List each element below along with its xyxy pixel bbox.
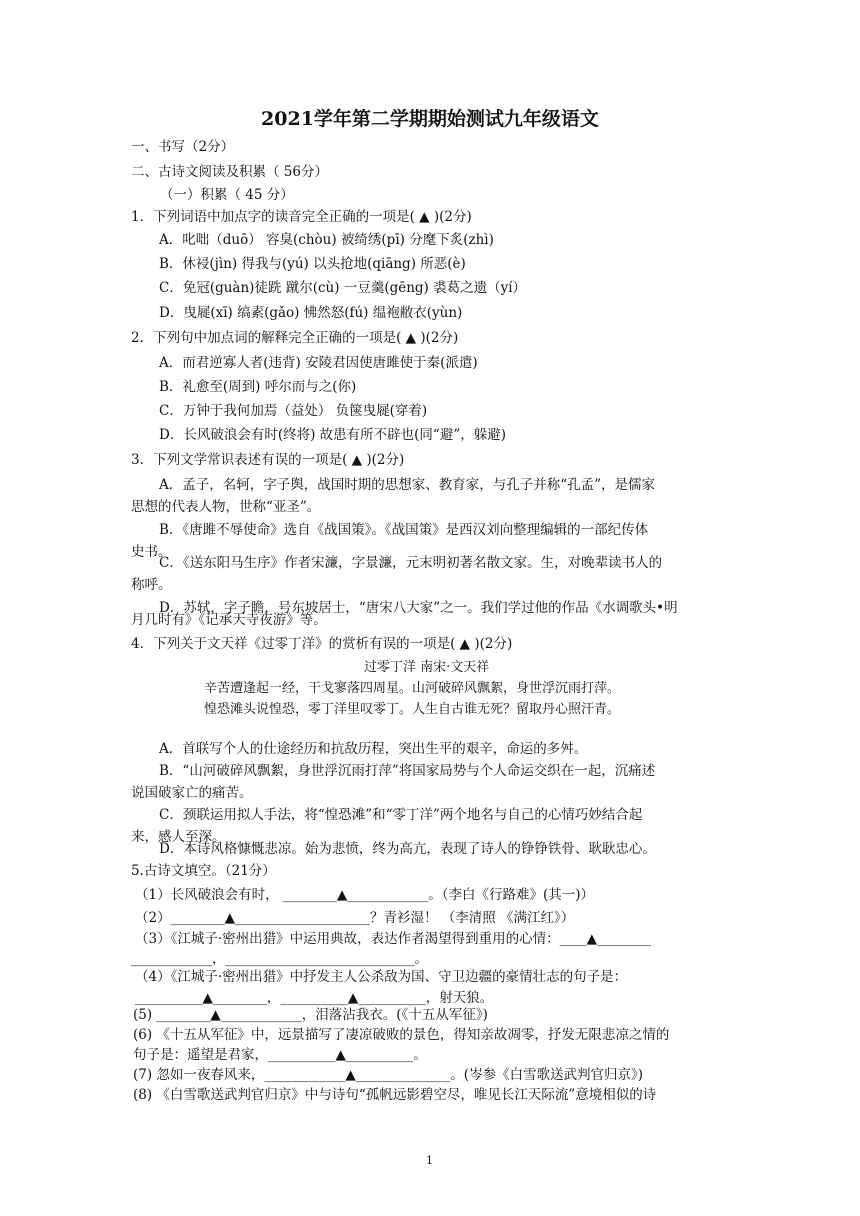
text-line: (6) 《十五从军征》中，远景描写了凄凉破败的景色，得知亲故凋零，抒发无限悲凉之情的: [133, 1027, 670, 1043]
text-line: 二、古诗文阅读及积累（ 56分）: [131, 164, 328, 180]
text-line: 来，感人至深。: [131, 829, 226, 845]
text-line: __________▲________，__________▲__________，射天狼。: [135, 990, 494, 1006]
text-line: D．苏轼，字子瞻，号东坡居士，“唐宋八大家”之一。我们学过他的作品《水调歌头•明: [159, 600, 678, 616]
text-line: D．长风破浪会有时(终将) 故患有所不辟也(同“避”，躲避): [159, 427, 506, 443]
text-line: A．孟子，名轲，字子舆，战国时期的思想家、教育家，与孔子并称“孔孟”，是儒家: [159, 477, 656, 493]
text-line: 说国破家亡的痛苦。: [131, 785, 253, 801]
page-number: 1: [426, 1154, 433, 1167]
text-line: 一、书写（2分）: [131, 139, 235, 155]
text-line: B．《唐雎不辱使命》选自《战国策》。《战国策》是西汉刘向整理编辑的一部纪传体: [159, 522, 649, 538]
text-line: D．曳屣(xī) 缟素(gǎo) 怫然怒(fú) 缊袍敝衣(yùn): [159, 305, 463, 321]
text-line: 句子是：遥望是君家，__________▲__________。: [133, 1047, 427, 1063]
text-line: 4．下列关于文天祥《过零丁洋》的赏析有误的一项是( ▲ )(2分): [131, 636, 513, 652]
text-line: （4）《江城子·密州出猎》中抒发主人公杀敌为国、守卫边疆的豪情壮志的句子是：: [135, 969, 628, 985]
text-line: C．免冠(guàn)徒跣 蹴尔(cù) 一豆羹(gēng) 裘葛之遗（yí）: [159, 280, 527, 296]
text-line: 5.古诗文填空。（21分）: [131, 863, 276, 879]
text-line: （1）长风破浪会有时， ________▲____________。（李白《行路难》(其一)）: [135, 887, 595, 903]
text-line: 思想的代表人物，世称“亚圣”。: [131, 499, 321, 515]
text-line: （一）积累（ 45 分）: [160, 187, 294, 203]
text-line: （3）《江城子·密州出猎》中运用典故，表达作者渴望得到重用的心情：____▲________: [135, 931, 652, 947]
text-line: 3．下列文学常识表述有误的一项是( ▲ )(2分): [131, 452, 405, 468]
text-line: A．首联写个人的仕途经历和抗敌历程，突出生平的艰辛，命运的多舛。: [159, 741, 588, 757]
text-line: 2．下列句中加点词的解释完全正确的一项是( ▲ )(2分): [131, 330, 459, 346]
text-line: 史书。: [131, 544, 172, 560]
text-line: (7) 忽如一夜春风来，____________▲______________。(岑参《白雪歌送武判官归京》): [133, 1067, 644, 1083]
document-title: 2021学年第二学期期始测试九年级语文: [261, 108, 599, 130]
text-line: A．叱咄（duō） 容臭(chòu) 被绮绣(pī) 分麾下炙(zhì): [159, 232, 494, 248]
text-line: C．颈联运用拟人手法，将“惶恐滩”和“零丁洋”两个地名与自己的心情巧妙结合起: [159, 807, 643, 823]
text-line: 月几时有》《记承天寺夜游》等。: [131, 612, 327, 628]
text-line: ____________，____________________________。: [131, 951, 428, 967]
poem-line: 辛苦遭逢起一经，干戈寥落四周星。山河破碎风飘絮，身世浮沉雨打萍。: [204, 681, 621, 696]
text-line: B．休祲(jìn) 得我与(yú) 以头抢地(qiāng) 所恶(è): [159, 256, 466, 272]
text-line: (8) 《白雪歌送武判官归京》中与诗句“孤帆远影碧空尽，唯见长江天际流”意境相似的诗: [133, 1087, 657, 1103]
text-line: (5) ________▲____________，泪落沾我衣。(《十五从军征》): [133, 1007, 488, 1023]
text-line: （2）________▲____________________？青衫湿！ （李清照 《满江红》）: [135, 910, 575, 926]
text-line: C．万钟于我何加焉（益处） 负箧曳屣(穿着): [159, 403, 428, 419]
poem-title: 过零丁洋 南宋·文天祥: [364, 660, 490, 675]
text-line: B．礼愈至(周到) 呼尔而与之(你): [159, 379, 357, 395]
text-line: 称呼。: [131, 577, 172, 593]
text-line: 1．下列词语中加点字的读音完全正确的一项是( ▲ )(2分): [131, 209, 472, 225]
text-line: D．本诗风格慷慨悲凉。始为悲愤，终为高亢，表现了诗人的铮铮铁骨、耿耿忠心。: [159, 841, 656, 857]
text-line: B．“山河破碎风飘絮，身世浮沉雨打萍”将国家局势与个人命运交织在一起，沉痛述: [159, 763, 656, 779]
text-line: A．而君逆寡人者(违背) 安陵君因使唐雎使于秦(派遣): [159, 355, 478, 371]
poem-line: 惶恐滩头说惶恐，零丁洋里叹零丁。人生自古谁无死？留取丹心照汗青。: [204, 702, 621, 717]
text-line: C．《送东阳马生序》作者宋濂，字景濂，元末明初著名散文家。生，对晚辈读书人的: [159, 555, 663, 571]
